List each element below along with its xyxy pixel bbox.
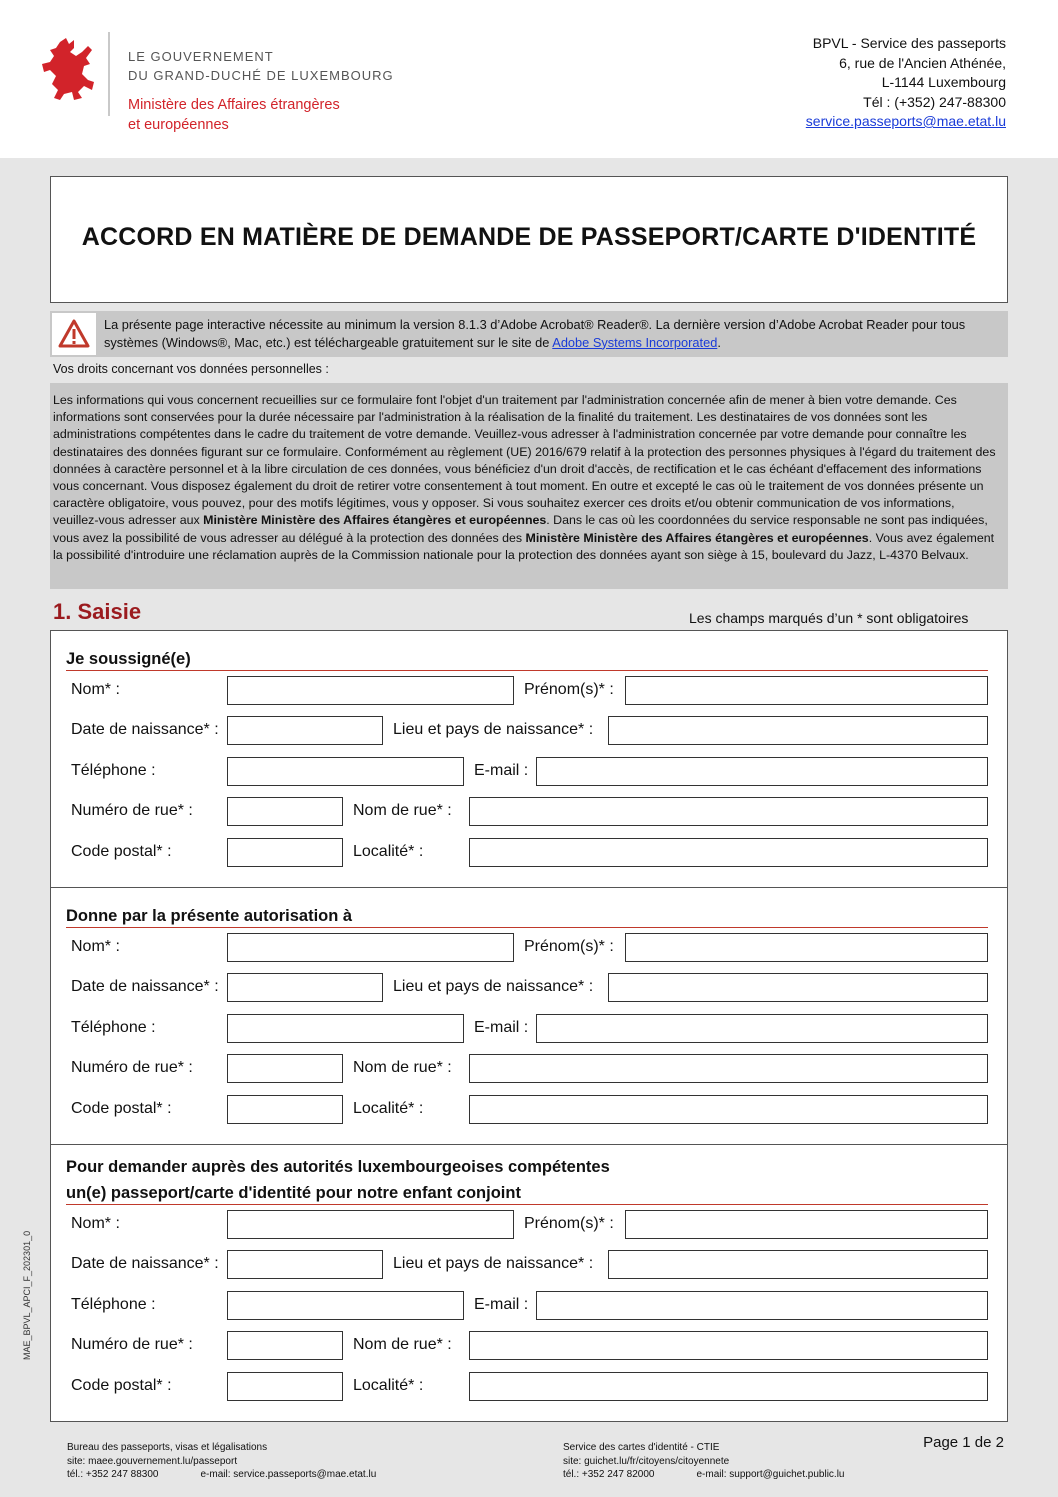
date-naissance-input[interactable] — [227, 716, 383, 745]
nom-rue-label: Nom de rue* : — [353, 802, 452, 820]
date-naissance-input[interactable] — [227, 1250, 383, 1279]
numero-rue-label: Numéro de rue* : — [71, 1059, 193, 1077]
ministry-name: Ministère des Affaires étrangères et européennes — [128, 97, 340, 133]
email-input[interactable] — [536, 757, 988, 786]
code-postal-input[interactable] — [227, 1372, 343, 1401]
email-label: E-mail : — [474, 1295, 529, 1313]
logo-divider — [108, 32, 110, 116]
section-title: 1. Saisie — [53, 599, 142, 624]
numero-rue-input[interactable] — [227, 1054, 343, 1083]
nom-input[interactable] — [227, 933, 514, 962]
lieu-naissance-input[interactable] — [608, 973, 988, 1002]
date-naissance-label: Date de naissance* : — [71, 978, 219, 996]
localite-input[interactable] — [469, 1095, 988, 1124]
nom-label: Nom* : — [71, 938, 120, 955]
prenom-input[interactable] — [625, 933, 988, 962]
date-naissance-label: Date de naissance* : — [71, 721, 219, 739]
code-postal-label: Code postal* : — [71, 842, 172, 860]
code-postal-input[interactable] — [227, 1095, 343, 1124]
group-underline — [66, 927, 988, 928]
email-input[interactable] — [536, 1014, 988, 1043]
nom-rue-label: Nom de rue* : — [353, 1336, 452, 1354]
numero-rue-input[interactable] — [227, 797, 343, 826]
telephone-input[interactable] — [227, 1291, 464, 1320]
nom-rue-input[interactable] — [469, 797, 988, 826]
notice-text: La présente page interactive nécessite au minimum la version 8.1.3 d’Adobe Acrobat® Reader®. La dernière version d’Adobe Acrobat Reader pour tous systèmes (Windows®, Mac, etc.) est téléchargeable gratuitement sur le site de Adobe Systems Incorporated. — [104, 317, 966, 350]
privacy-label: Vos droits concernant vos données personnelles : — [53, 362, 329, 376]
lieu-naissance-label: Lieu et pays de naissance* : — [393, 978, 594, 996]
privacy-text: Les informations qui vous concernent recueillies sur ce formulaire font l'objet d'un traitement par l'administration concernée afin de mener à bien votre demande. Ces informations sont conservées pour la durée nécessaire par l'administration à la réalisation de la finalité du traitement. Les destinataires de vos données sont les administrations compétentes dans le cadre du traitement de votre demande. Veuillez-vous adresser à l'administration concernée par votre demande pour connaître les destinataires des données figurant sur ce formulaire. Conformément au règlement (UE) 2016/679 relatif à la protection des personnes physiques à l'égard du traitement des données à caractère personnel et à la libre circulation de ces données, vous bénéficiez d'un droit d'accès, de rectification et le cas échéant d'effacement des informations vous concernant. Vous disposez également du droit de retirer votre consentement à tout moment. En outre et excepté le cas où le traitement de vos données présente un caractère obligatoire, vous pouvez, pour des motifs légitimes, vous y opposer. Si vous souhaitez exercer ces droits et/ou obtenir communication de vos informations, veuillez-vous adresser aux Ministère Ministère des Affaires étangères et européennes. Dans le cas où les coordonnées du service responsable ne sont pas indiquées, vous avez la possibilité de vous adresser au délégué à la protection des données des Ministère Ministère des Affaires étangères et européennes. Vous avez également la possibilité d'introduire une réclamation auprès de la Commission nationale pour la protection des données ayant son siège à 15, boulevard du Jazz, L-4370 Belvaux. — [53, 393, 996, 562]
telephone-label: Téléphone : — [71, 1018, 156, 1036]
group-title-applicant: Je soussigné(e) — [66, 650, 191, 668]
numero-rue-label: Numéro de rue* : — [71, 802, 193, 820]
lieu-naissance-label: Lieu et pays de naissance* : — [393, 1255, 594, 1273]
office-address: BPVL - Service des passeports 6, rue de l'Ancien Athénée, L-1144 Luxembourg Tél : (+352) 247-88300 service.passeports@mae.etat.lu — [806, 34, 1006, 132]
group-title-child: Pour demander auprès des autorités luxembourgeoises compétentes un(e) passeport/carte d'identité pour notre enfant conjoint — [66, 1158, 610, 1202]
localite-input[interactable] — [469, 838, 988, 867]
group-title-authorized: Donne par la présente autorisation à — [66, 907, 353, 925]
prenom-label: Prénom(s)* : — [524, 938, 614, 955]
document-code: MAE_BPVL_APCI_F_202301_0 — [22, 1230, 32, 1360]
government-name: LE GOUVERNEMENT DU GRAND-DUCHÉ DE LUXEMBOURG — [128, 49, 394, 83]
page-title: ACCORD EN MATIÈRE DE DEMANDE DE PASSEPORT/CARTE D'IDENTITÉ — [81, 223, 977, 251]
numero-rue-label: Numéro de rue* : — [71, 1336, 193, 1354]
nom-rue-label: Nom de rue* : — [353, 1059, 452, 1077]
email-label: E-mail : — [474, 761, 529, 779]
footer-id-card-service: Service des cartes d'identité - CTIE site: guichet.lu/fr/citoyens/citoyennete tél.: +352 247 82000 e-mail: support@guichet.public.lu — [563, 1442, 845, 1480]
adobe-link[interactable]: Adobe Systems Incorporated — [552, 334, 718, 350]
nom-rue-input[interactable] — [469, 1054, 988, 1083]
title-box — [50, 176, 1008, 303]
lion-logo-icon — [38, 36, 96, 102]
date-naissance-label: Date de naissance* : — [71, 1255, 219, 1273]
nom-input[interactable] — [227, 676, 514, 705]
lieu-naissance-label: Lieu et pays de naissance* : — [393, 721, 594, 739]
prenom-label: Prénom(s)* : — [524, 1215, 614, 1232]
numero-rue-input[interactable] — [227, 1331, 343, 1360]
lieu-naissance-input[interactable] — [608, 1250, 988, 1279]
warning-icon — [52, 313, 96, 355]
group-underline — [66, 670, 988, 671]
localite-label: Localité* : — [353, 842, 424, 860]
nom-label: Nom* : — [71, 1215, 120, 1232]
group-underline — [66, 1204, 988, 1205]
nom-input[interactable] — [227, 1210, 514, 1239]
email-link[interactable]: service.passeports@mae.etat.lu — [805, 113, 1006, 129]
footer-passport-office: Bureau des passeports, visas et légalisations site: maee.gouvernement.lu/passeport tél.: +352 247 88300 e-mail: service.passeports@mae.etat.lu — [67, 1442, 377, 1480]
required-fields-note: Les champs marqués d’un * sont obligatoires — [689, 610, 969, 626]
group-separator — [50, 887, 1008, 888]
date-naissance-input[interactable] — [227, 973, 383, 1002]
telephone-input[interactable] — [227, 1014, 464, 1043]
warning-icon-cell — [52, 313, 96, 355]
page-number: Page 1 de 2 — [923, 1434, 1004, 1451]
email-input[interactable] — [536, 1291, 988, 1320]
prenom-label: Prénom(s)* : — [524, 681, 614, 698]
localite-label: Localité* : — [353, 1099, 424, 1117]
telephone-input[interactable] — [227, 757, 464, 786]
group-separator — [50, 1144, 1008, 1145]
code-postal-label: Code postal* : — [71, 1376, 172, 1394]
code-postal-input[interactable] — [227, 838, 343, 867]
localite-input[interactable] — [469, 1372, 988, 1401]
prenom-input[interactable] — [625, 676, 988, 705]
localite-label: Localité* : — [353, 1376, 424, 1394]
lieu-naissance-input[interactable] — [608, 716, 988, 745]
email-label: E-mail : — [474, 1018, 529, 1036]
code-postal-label: Code postal* : — [71, 1099, 172, 1117]
nom-label: Nom* : — [71, 681, 120, 698]
telephone-label: Téléphone : — [71, 1295, 156, 1313]
prenom-input[interactable] — [625, 1210, 988, 1239]
telephone-label: Téléphone : — [71, 761, 156, 779]
nom-rue-input[interactable] — [469, 1331, 988, 1360]
